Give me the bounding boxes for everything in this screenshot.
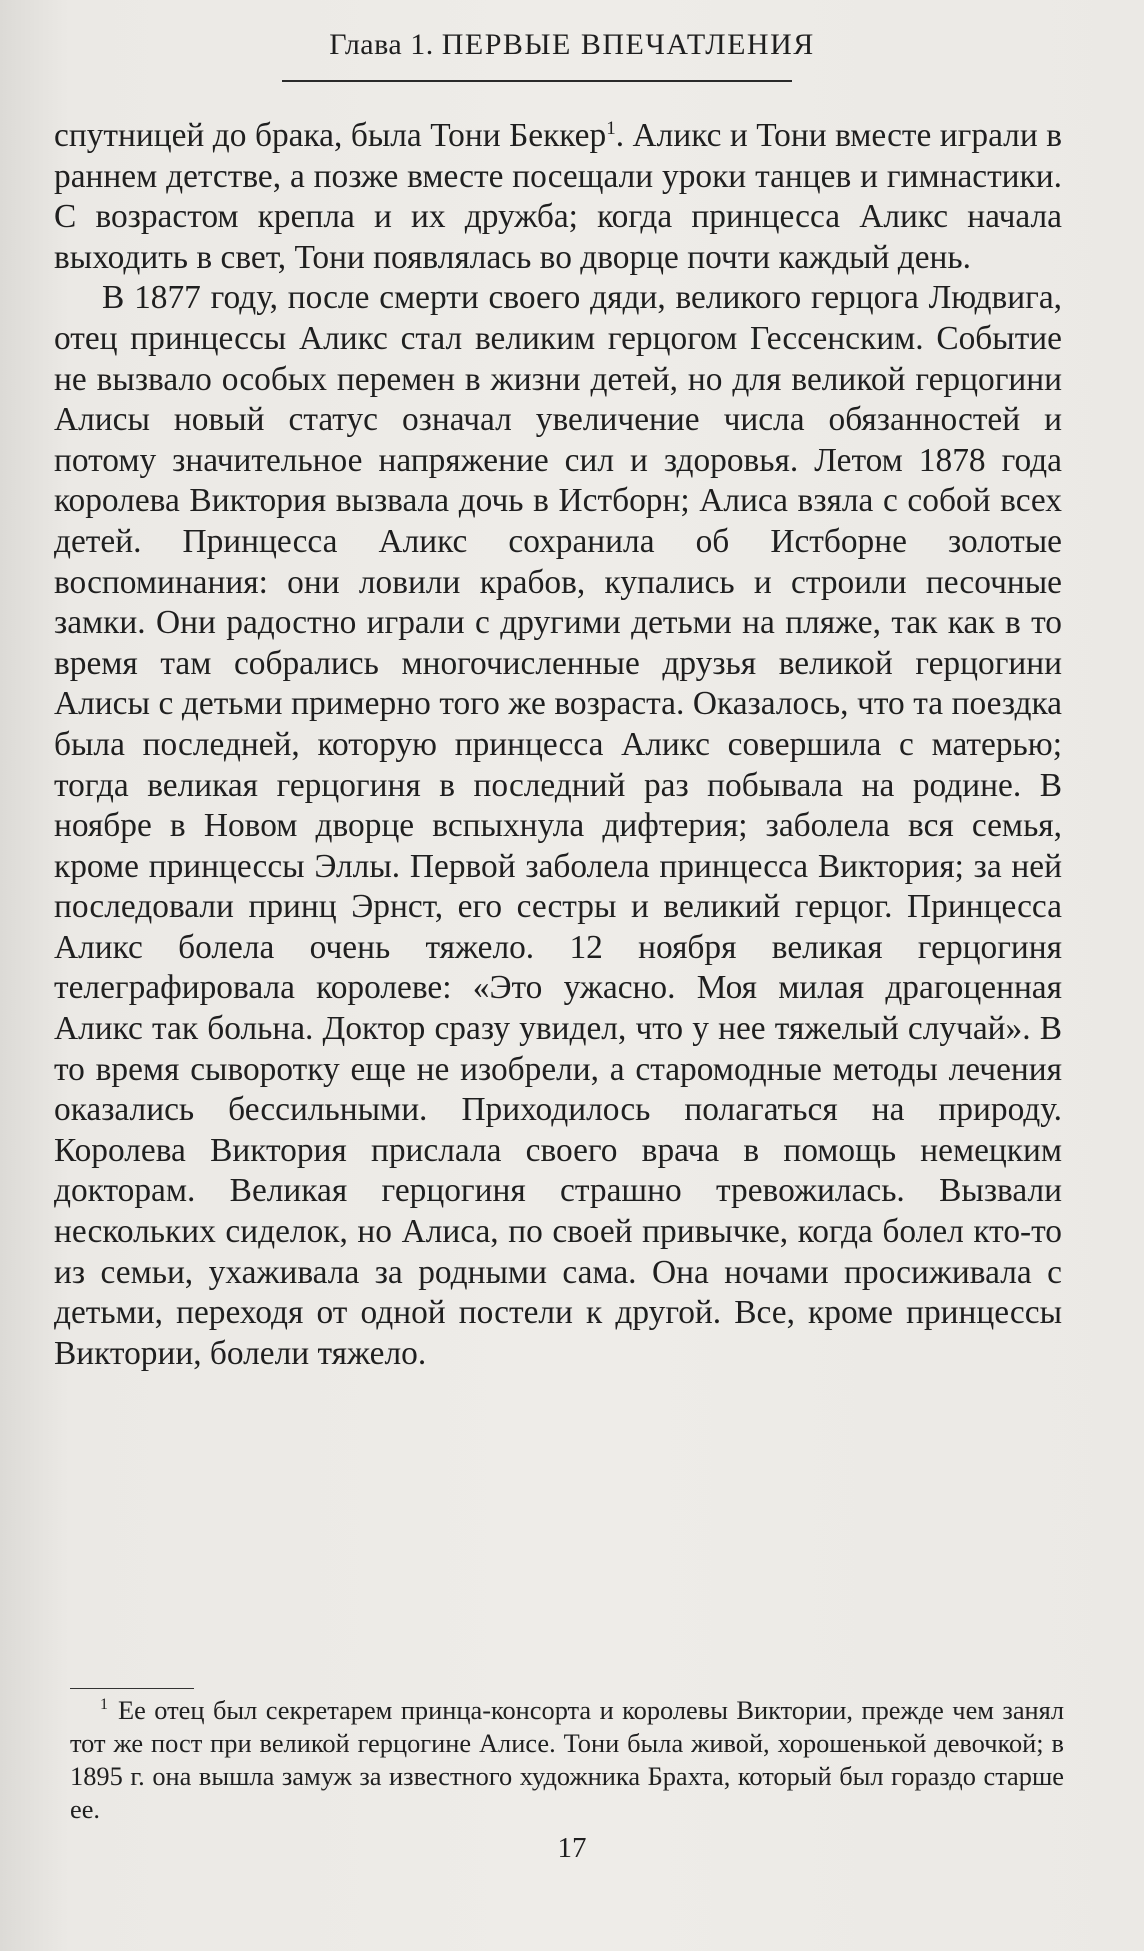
paragraph-1 (54, 116, 1062, 278)
footnote-rule (70, 1688, 194, 1689)
header-rule (282, 80, 792, 82)
chapter-title: ПЕРВЫЕ ВПЕЧАТЛЕНИЯ (441, 28, 815, 61)
footnote (70, 1694, 1064, 1826)
chapter-number: Глава 1. (329, 28, 434, 61)
page-number: 17 (557, 1832, 587, 1864)
paragraph-1-start: спутницей до брака, была Тони Беккер (54, 117, 607, 154)
paragraph-2: В 1877 году, после смерти своего дяди, великого герцога Людвига, отец принцессы Аликс стал великим герцогом Гессенским. Событие не вызвало особых перемен в жизни детей, но для великой герцогини Алисы новый статус означал увеличение числа обязанностей и потому значительное напряжение сил и здоровья. Летом 1878 года королева Виктория вызвала дочь в Истборн; Алиса взяла с собой всех детей. Принцесса Аликс сохранила об Истборне золотые воспоминания: они ловили крабов, купались и строили песочные замки. Они радостно играли с другими детьми на пляже, так как в то время там собрались многочисленные друзья великой герцогини Алисы с детьми примерно того же возраста. Оказалось, что та поездка была последней, которую принцесса Аликс совершила с матерью; тогда великая герцогиня в последний раз побывала на родине. В ноябре в Новом дворце вспыхнула дифтерия; заболела вся семья, кроме принцессы Эллы. Первой заболела принцесса Виктория; за ней последовали принц Эрнст, его сестры и великий герцог. Принцесса Аликс болела очень тяжело. 12 ноября великая герцогиня телеграфировала королеве: «Это ужасно. Моя милая драгоценная Аликс так больна. Доктор сразу увидел, что у нее тяжелый случай». В то время сыворотку еще не изобрели, а старомодные методы лечения оказались бессильными. Приходилось полагаться на природу. Королева Виктория прислала своего врача в помощь немецким докторам. Великая герцогиня страшно тревожилась. Вызвали нескольких сиделок, но Алиса, по своей привычке, когда болел кто-то из семьи, ухаживала за родными сама. Она ночами просиживала с детьми, переходя от одной постели к другой. Все, кроме принцессы Виктории, болели тяжело. (54, 279, 1062, 1372)
body-text (54, 116, 1062, 1374)
paragraph-1-end: . Аликс и Тони вместе играли в раннем детстве, а позже вместе посещали уроки танцев и гимнастики. С возрастом крепла и их дружба; когда принцесса Аликс начала выходить в свет, Тони появлялась во дворце почти каждый день. (54, 117, 1062, 276)
running-header (0, 28, 1144, 62)
footnote-text: Ее отец был секретарем принца-консорта и королевы Виктории, прежде чем занял тот же пост при великой герцогине Алисе. Тони была живой, хорошенькой девочкой; в 1895 г. она вышла замуж за известного художника Брахта, который был гораздо старше ее. (70, 1695, 1064, 1824)
footnote-mark: 1 (100, 1696, 108, 1714)
footnote-reference: 1 (606, 117, 616, 139)
